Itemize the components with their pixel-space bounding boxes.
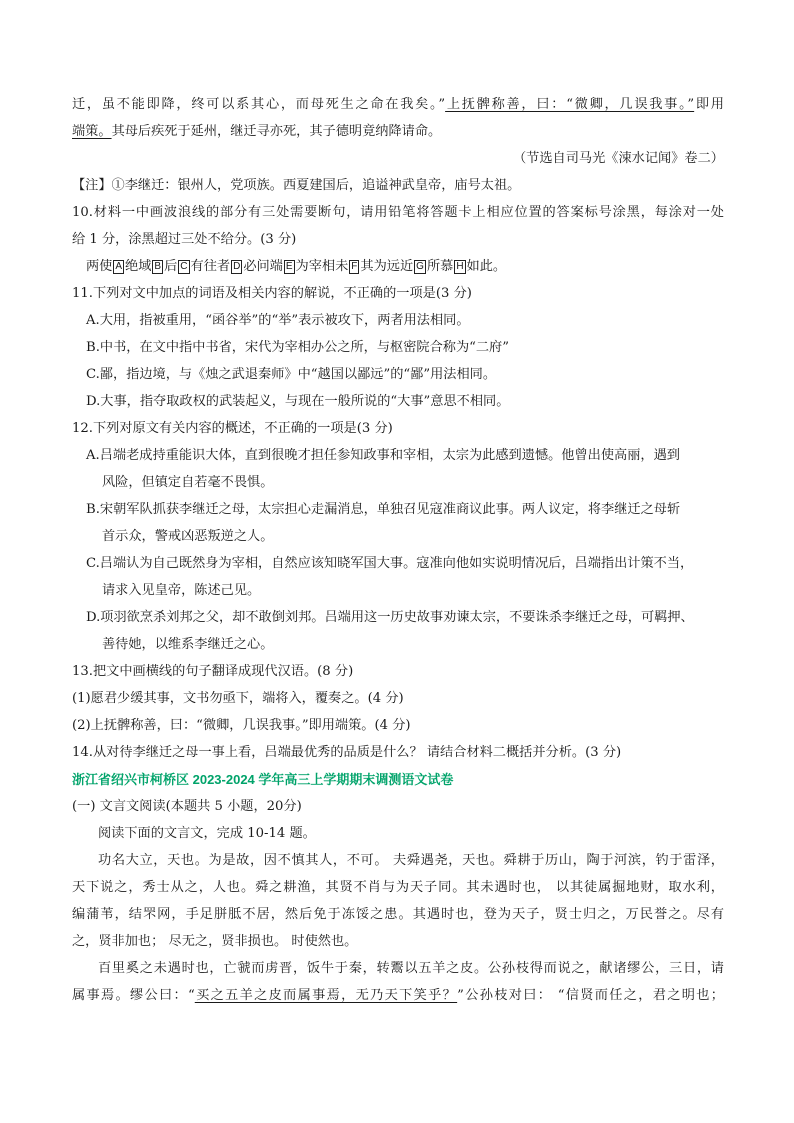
q11-option-a: A.大用，指被重用，“函谷举”的“举”表示被攻下，两者用法相同。 — [86, 313, 470, 328]
segment-text: 所慕 — [426, 259, 454, 274]
answer-box-f[interactable]: F — [351, 261, 358, 272]
q13-sentence-2: (2)上抚髀称善，曰：“微卿，几误我事。”即用端策。(4 分) — [72, 718, 411, 733]
q12-option-a-line-1: A.吕端老成持重能识大体，直到很晚才担任参知政事和宰相，太宗为此感到遗憾。他曾出使高丽，遇到 — [86, 448, 680, 463]
exam-title: 浙江省绍兴市柯桥区 2023-2024 学年高三上学期期末调测语文试卷 — [72, 772, 454, 787]
passage-p1-line-3: 编蒲苇，结罘网，手足胼胝不居，然后免于冻馁之患。其遇时也，登为天子，贤士归之，万民誉之。尽有 — [72, 907, 724, 922]
answer-box-g[interactable]: G — [416, 261, 424, 272]
q10-stem-line-1: 10.材料一中画波浪线的部分有三处需要断句，请用铅笔将答题卡上相应位置的答案标号涂黑，每涂对一处 — [72, 205, 724, 220]
text: 即用 — [694, 97, 724, 112]
material-line-2 — [72, 123, 441, 141]
segment-text: 必问端 — [243, 259, 283, 274]
text: ”公孙枝对曰： “信贤而任之，君之明也； — [457, 988, 724, 1003]
answer-box-c[interactable]: C — [180, 261, 188, 272]
text: 属事焉。缪公曰：“ — [72, 988, 195, 1003]
q12-option-a-line-2: 风险，但镇定自若毫不畏惧。 — [102, 475, 274, 490]
q12-option-d-line-1: D.项羽欲烹杀刘邦之父，却不敢倒刘邦。吕端用这一历史故事劝谏太宗，不要诛杀李继迁之母，可羁押、 — [86, 610, 694, 625]
answer-box-e[interactable]: E — [285, 261, 293, 272]
text: 其母后疾死于延州，继迁寻亦死，其子德明竟纳降请命。 — [111, 124, 442, 139]
q12-option-c-line-2: 请求入见皇帝，陈述己见。 — [102, 583, 261, 598]
segment-text: 后 — [164, 259, 178, 274]
underlined-sentence: 端策。 — [72, 124, 112, 139]
segment-text: 如此。 — [466, 259, 507, 274]
q13-stem: 13.把文中画横线的句子翻译成现代汉语。(8 分) — [72, 664, 354, 679]
q11-option-b: B.中书，在文中指中书省，宋代为宰相办公之所，与枢密院合称为“二府” — [86, 340, 509, 355]
segment-text: 绝域 — [125, 259, 152, 274]
q11-stem: 11.下列对文中加点的词语及相关内容的解说，不正确的一项是(3 分) — [72, 286, 472, 301]
q12-option-b-line-1: B.宋朝军队抓获李继迁之母，太宗担心走漏消息，单独召见寇准商议此事。两人议定，将李继迁之母斩 — [86, 502, 681, 517]
q12-option-c-line-1: C.吕端认为自己既然身为宰相，自然应该知晓军国大事。寇准向他如实说明情况后，吕端指出计策不当， — [86, 556, 694, 571]
segment-text: 有往者 — [190, 259, 231, 274]
passage-p1-line-4: 之，贤非加也； 尽无之，贤非损也。 时使然也。 — [72, 934, 358, 949]
q11-option-d: D.大事，指夺取政权的武装起义，与现在一般所说的“大事”意思不相同。 — [86, 394, 510, 409]
segment-text: 两使 — [86, 259, 113, 274]
underlined-sentence: 买之五羊之皮而属事焉，无乃天下笑乎？ — [194, 988, 458, 1003]
passage-p2-line-2 — [72, 987, 724, 1005]
q11-option-c: C.鄙，指边境，与《烛之武退秦师》中“越国以鄙远”的“鄙”用法相同。 — [86, 367, 497, 382]
underlined-sentence: 上抚髀称善，曰：“微卿，几误我事。” — [445, 97, 695, 112]
answer-box-d[interactable]: D — [233, 261, 241, 272]
source-citation: （节选自司马光《涑水记闻》卷二） — [513, 151, 724, 166]
passage-p2-line-1: 百里奚之未遇时也，亡虢而虏晋，饭牛于秦，转鬻以五羊之皮。公孙枝得而说之，献诸缪公，三日，请 — [98, 961, 724, 976]
section-heading: (一) 文言文阅读(本题共 5 小题，20分) — [72, 799, 302, 814]
segment-text: 为宰相未 — [295, 259, 349, 274]
q12-option-b-line-2: 首示众，警戒凶恶叛逆之人。 — [102, 529, 274, 544]
q12-option-d-line-2: 善待她，以维系李继迁之心。 — [102, 637, 274, 652]
q10-stem-line-2: 给 1 分，涂黑超过三处不给分。(3 分) — [72, 232, 297, 247]
answer-box-b[interactable]: B — [154, 261, 162, 272]
material-line-1 — [72, 96, 724, 114]
answer-box-h[interactable]: H — [456, 261, 464, 272]
text: 迁，虽不能即降，终可以系其心，而母死生之命在我矣。” — [72, 97, 446, 112]
passage-p1-line-2: 天下说之，秀士从之，人也。舜之耕渔，其贤不肖与为天子同。其未遇时也， 以其徒属掘地财，取水利， — [72, 880, 724, 895]
q10-segmentation — [86, 258, 506, 276]
reading-instruction: 阅读下面的文言文，完成 10-14 题。 — [98, 826, 316, 841]
passage-p1-line-1: 功名大立，天也。为是故，因不慎其人，不可。 夫舜遇尧，天也。舜耕于历山，陶于河滨，钓于雷泽， — [98, 853, 724, 868]
annotation-note: 【注】①李继迁：银州人，党项族。西夏建国后，追谥神武皇帝，庙号太祖。 — [72, 178, 521, 193]
q13-sentence-1: (1)愿君少缓其事，文书勿亟下，端将入，覆奏之。(4 分) — [72, 691, 404, 706]
segment-text: 其为远近 — [360, 259, 414, 274]
q12-stem: 12.下列对原文有关内容的概述，不正确的一项是(3 分) — [72, 421, 393, 436]
answer-box-a[interactable]: A — [115, 261, 123, 272]
q14-stem: 14.从对待李继迁之母一事上看，吕端最优秀的品质是什么？ 请结合材料二概括并分析。(3 分) — [72, 745, 622, 760]
